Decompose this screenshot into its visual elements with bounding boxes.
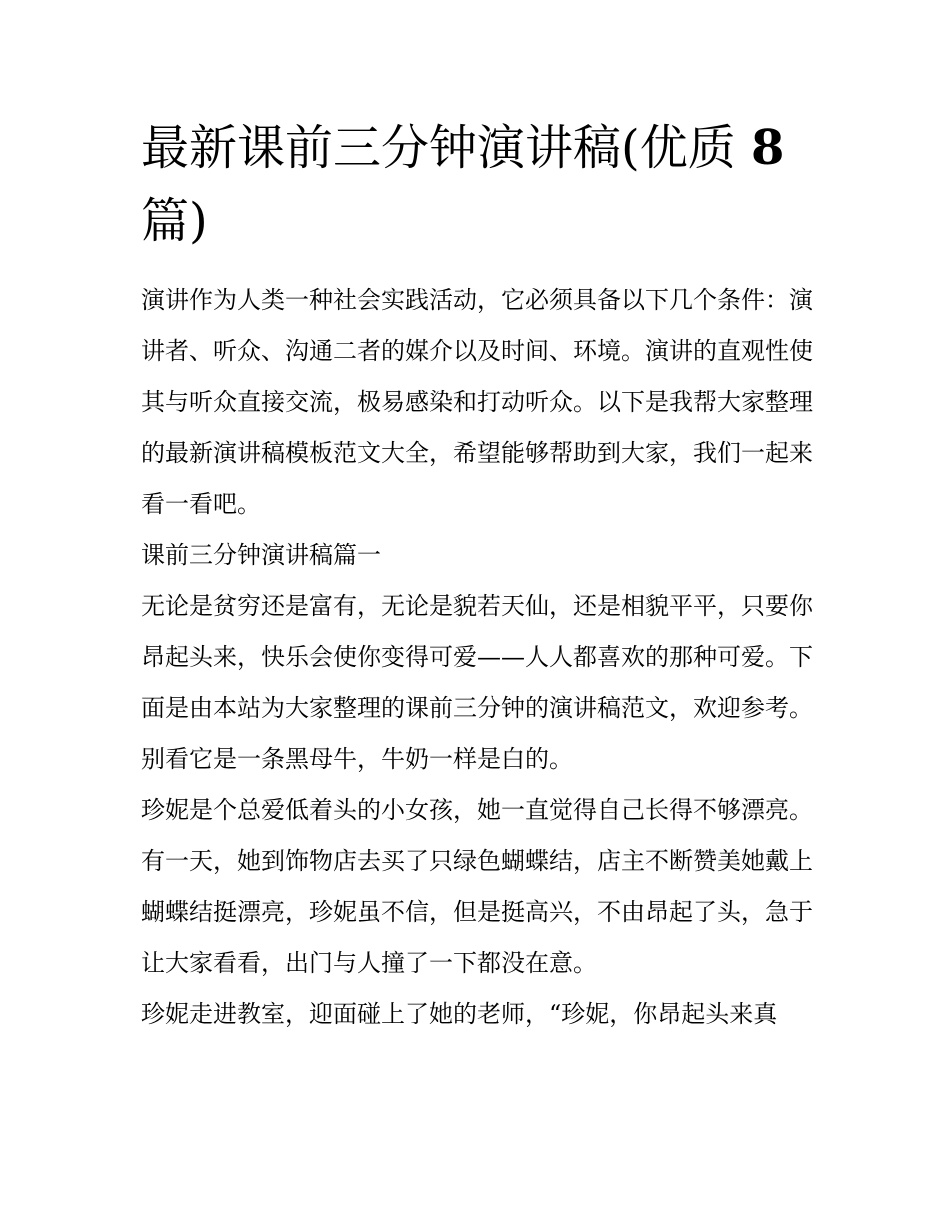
document-title [141,112,821,258]
body-paragraph: 珍妮是个总爱低着头的小女孩，她一直觉得自己长得不够漂亮。有一天，她到饰物店去买了只绿色蝴蝶结，店主不断赞美她戴上蝴蝶结挺漂亮，珍妮虽不信，但是挺高兴，不由昂起了头，急于让大家看看，出门与人撞了一下都没在意。 [141,796,813,977]
body-paragraph: 无论是贫穷还是富有，无论是貌若天仙，还是相貌平平，只要你昂起头来，快乐会使你变得可爱——人人都喜欢的那种可爱。下面是由本站为大家整理的课前三分钟的演讲稿范文，欢迎参考。 [141,592,813,722]
title-main-text: 最新课前三分钟演讲稿(优质 [141,120,736,176]
title-end-text: 篇) [141,193,208,249]
section-heading: 课前三分钟演讲稿篇一 [141,541,381,569]
body-paragraph: 珍妮走进教室，迎面碰上了她的老师，“珍妮，你昂起头来真 [141,1000,778,1028]
intro-paragraph: 演讲作为人类一种社会实践活动，它必须具备以下几个条件：演讲者、听众、沟通二者的媒介以及时间、环境。演讲的直观性使其与听众直接交流，极易感染和打动听众。以下是我帮大家整理的最新演讲稿模板范文大全，希望能够帮助到大家，我们一起来看一看吧。 [141,286,813,518]
body-paragraph: 别看它是一条黑母牛，牛奶一样是白的。 [141,745,573,773]
document-body [141,275,821,1040]
title-number: 8 [751,120,785,176]
